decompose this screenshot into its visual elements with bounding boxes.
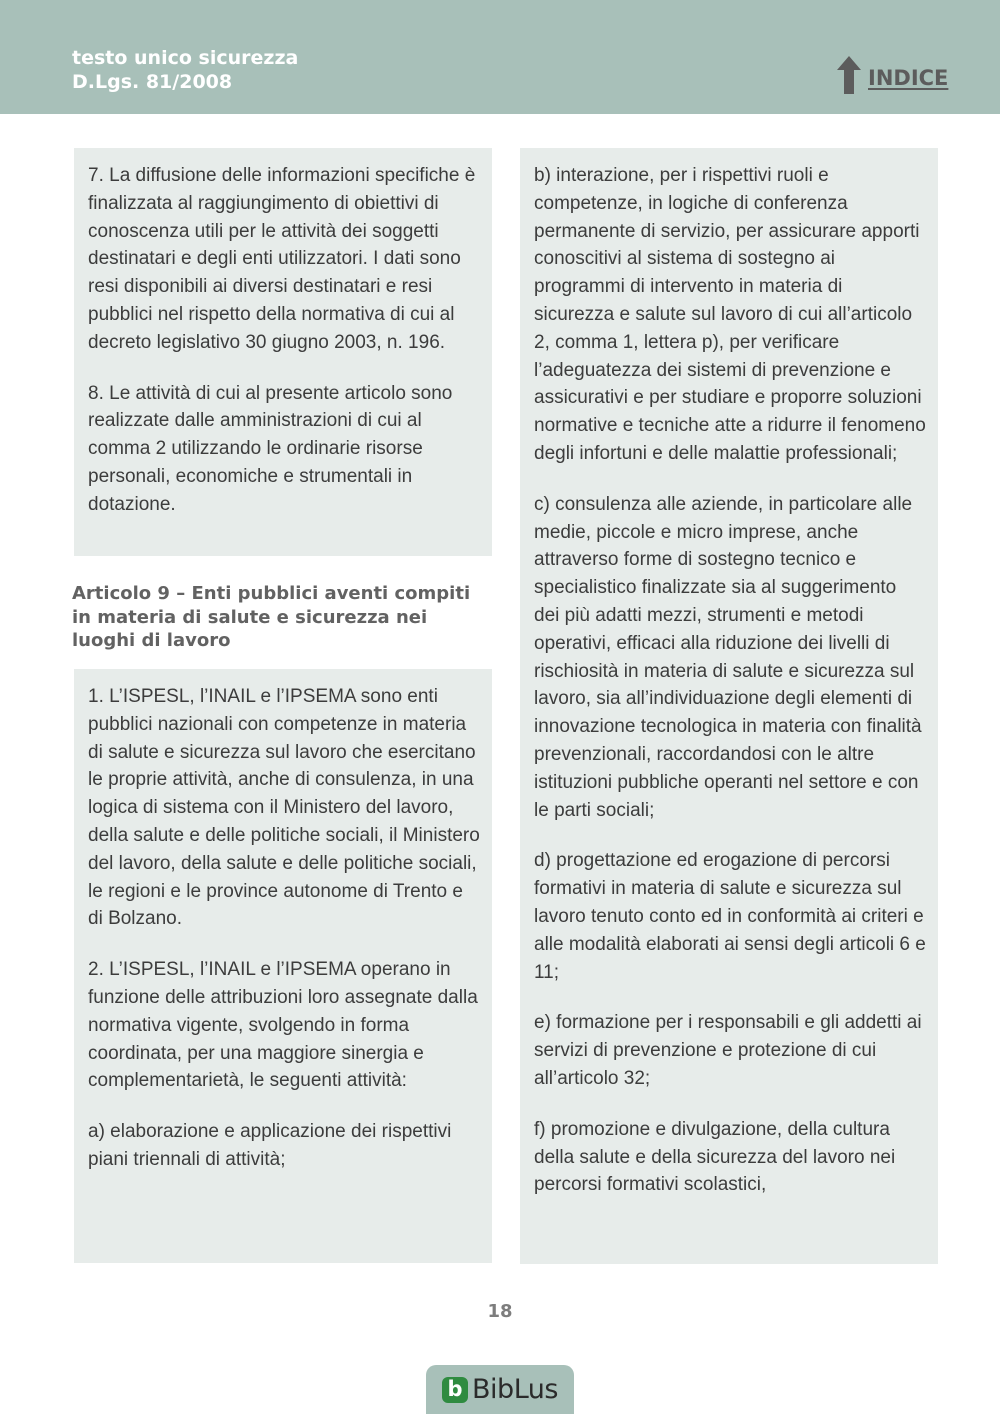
paragraph: 7. La diffusione delle informazioni specifiche è finalizzata al raggiungimento di obiettivi di conoscenza utili per le attività dei soggetti destinatari e degli enti utilizzatori. I dati sono resi disponibili ai diversi destinatari e resi pubblici nel rispetto della normativa di cui al decreto legislativo 30 giugno 2003, n. 196.	[88, 165, 476, 353]
page-number: 18	[487, 1301, 513, 1322]
paragraph: 8. Le attività di cui al presente articolo sono realizzate dalle amministrazioni di cui al comma 2 utilizzando le ordinarie risorse personali, economiche e strumentali in dotazione.	[88, 382, 453, 515]
paragraph: 1. L’ISPESL, l’INAIL e l’IPSEMA sono enti pubblici nazionali con competenze in materia di salute e sicurezza sul lavoro che esercitano le proprie attività, anche di consulenza, in una logica di sistema con il Ministero del lavoro, della salute e delle politiche sociali, il Ministero del lavoro, della salute e delle politiche sociali, le regioni e le province autonome di Trento e di Bolzano.	[88, 686, 480, 930]
paragraph: e) formazione per i responsabili e gli addetti ai servizi di prevenzione e protezione di cui all’articolo 32;	[534, 1012, 922, 1089]
document-title-line2: D.Lgs. 81/2008	[72, 71, 233, 93]
logo-text: BibLus	[472, 1374, 558, 1405]
text-box-right	[520, 148, 938, 1264]
document-title-line1: testo unico sicurezza	[72, 47, 299, 69]
paragraph: a) elaborazione e applicazione dei rispettivi piani triennali di attività;	[88, 1121, 452, 1170]
paragraph: f) promozione e divulgazione, della cultura della salute e della sicurezza del lavoro nei percorsi formativi scolastici,	[534, 1118, 896, 1196]
paragraph: d) progettazione ed erogazione di percorsi formativi in materia di salute e sicurezza sul lavoro tenuto conto ed in conformità ai criteri e alle modalità elaborati ai sensi degli articoli 6 e 11;	[534, 850, 926, 983]
page-header	[0, 0, 1000, 114]
document-title	[72, 46, 298, 94]
index-link[interactable]	[836, 54, 948, 94]
logo-mark: b	[442, 1377, 468, 1403]
text-box-left-bottom	[74, 669, 492, 1263]
paragraph: c) consulenza alle aziende, in particolare alle medie, piccole e micro imprese, anche attraverso forme di sostegno tecnico e specialistico finalizzate sia al suggerimento dei più adatti mezzi, strumenti e metodi operativi, efficaci alla riduzione dei livelli di rischiosità in materia di salute e sicurezza sul lavoro, sia all’individuazione degli elementi di innovazione tecnologica in materia con finalità prevenzionali, raccordandosi con le altre istituzioni pubbliche operanti nel settore e con le parti sociali;	[534, 493, 922, 821]
paragraph: b) interazione, per i rispettivi ruoli e competenze, in logiche di conferenza permanente di servizio, per assicurare apporti conoscitivi al sistema di sostegno ai programmi di intervento in materia di sicurezza e salute sul lavoro di cui all’articolo 2, comma 1, lettera p), per verificare l’adeguatezza dei sistemi di prevenzione e assicurativi e per studiare e proporre soluzioni normative e tecniche atte a ridurre il fenomeno degli infortuni e delle malattie professionali;	[534, 165, 926, 464]
biblus-logo	[426, 1365, 574, 1414]
index-link-label[interactable]: INDICE	[868, 66, 949, 90]
paragraph: 2. L’ISPESL, l’INAIL e l’IPSEMA operano in funzione delle attribuzioni loro assegnate dalla normativa vigente, svolgendo in forma coordinata, per una maggiore sinergia e complementarietà, le seguenti attività:	[88, 959, 478, 1092]
arrow-up-icon	[836, 56, 862, 94]
article-heading: Articolo 9 – Enti pubblici aventi compiti in materia di salute e sicurezza nei luoghi di lavoro	[72, 583, 471, 651]
text-box-left-top	[74, 148, 492, 556]
